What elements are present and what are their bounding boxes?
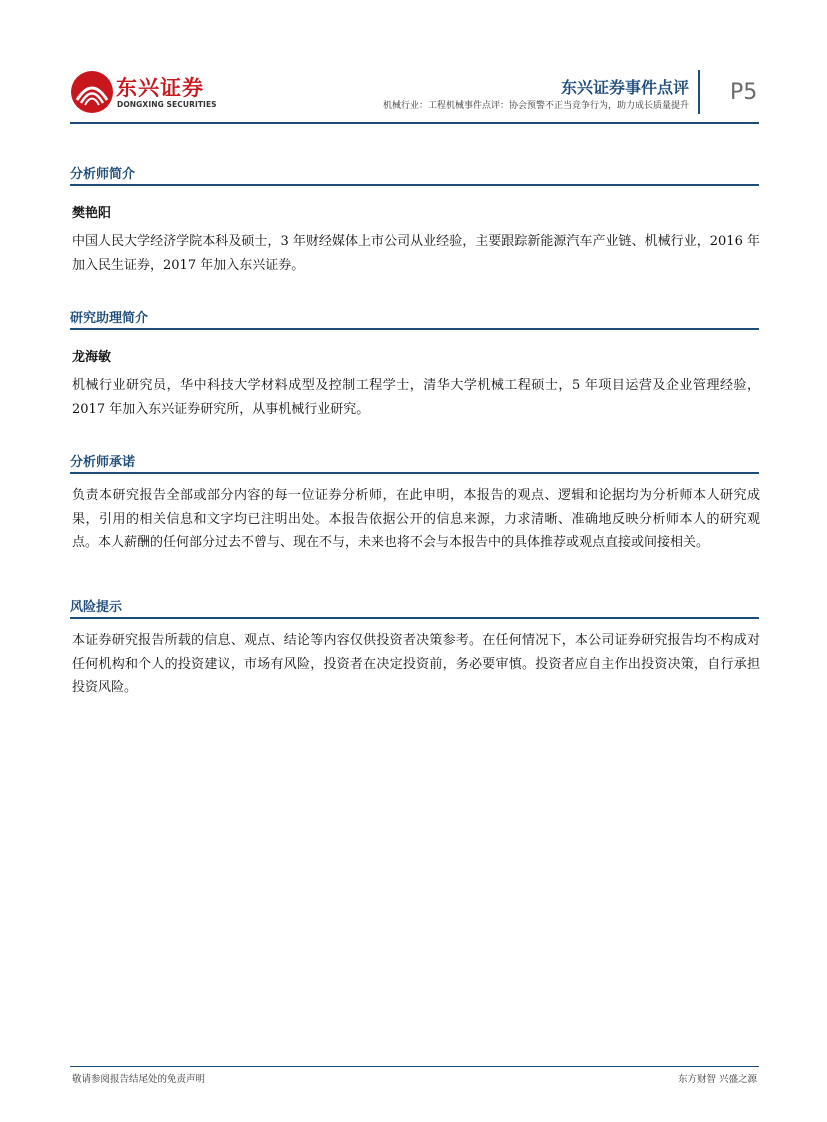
analyst-name: 樊艳阳 xyxy=(72,206,112,221)
section-title-risk: 风险提示 xyxy=(70,600,123,615)
section-title-commitment: 分析师承诺 xyxy=(70,455,136,470)
section-title-analyst: 分析师简介 xyxy=(70,167,136,182)
report-type-title: 东兴证券事件点评 xyxy=(560,78,689,97)
section-rule xyxy=(70,472,759,474)
risk-text: 本证券研究报告所载的信息、观点、结论等内容仅供投资者决策参考。在任何情况下，本公司证券研究报告均不构成对任何机构和个人的投资建议，市场有风险，投资者在决定投资前，务必要审慎。投资者应自主作出投资决策，自行承担投资风险。 xyxy=(72,633,760,695)
page-number: P5 xyxy=(730,80,758,105)
footer-disclaimer-note: 敬请参阅报告结尾处的免责声明 xyxy=(72,1074,206,1085)
section-rule xyxy=(70,184,759,186)
header-rule xyxy=(70,122,759,124)
assistant-name: 龙海敏 xyxy=(72,350,112,365)
report-subtitle: 机械行业：工程机械事件点评：协会预警不正当竞争行为，助力成长质量提升 xyxy=(382,101,689,111)
section-rule xyxy=(70,328,759,330)
footer-slogan: 东方财智 兴盛之源 xyxy=(677,1074,757,1085)
logo-chinese-name: 东兴证券 xyxy=(116,76,204,100)
section-title-assistant: 研究助理简介 xyxy=(70,311,149,326)
page-header xyxy=(0,0,827,130)
assistant-bio: 机械行业研究员，华中科技大学材料成型及控制工程学士，清华大学机械工程硕士，5 年项目运营及企业管理经验，2017 年加入东兴证券研究所，从事机械行业研究。 xyxy=(72,378,760,417)
header-divider xyxy=(698,70,700,114)
section-rule xyxy=(70,617,759,619)
commitment-text: 负责本研究报告全部或部分内容的每一位证券分析师，在此申明，本报告的观点、逻辑和论据均为分析师本人研究成果，引用的相关信息和文字均已注明出处。本报告依据公开的信息来源，力求清晰、准确地反映分析师本人的研究观点。本人薪酬的任何部分过去不曾与、现在不与，未来也将不会与本报告中的具体推荐或观点直接或间接相关。 xyxy=(72,488,760,550)
analyst-bio: 中国人民大学经济学院本科及硕士，3 年财经媒体上市公司从业经验，主要跟踪新能源汽车产业链、机械行业，2016 年加入民生证券，2017 年加入东兴证券。 xyxy=(72,234,760,273)
dongxing-logo-icon xyxy=(70,70,114,114)
company-logo xyxy=(70,70,220,114)
footer-rule xyxy=(70,1066,759,1067)
logo-english-name: DONGXING SECURITIES xyxy=(117,100,217,109)
